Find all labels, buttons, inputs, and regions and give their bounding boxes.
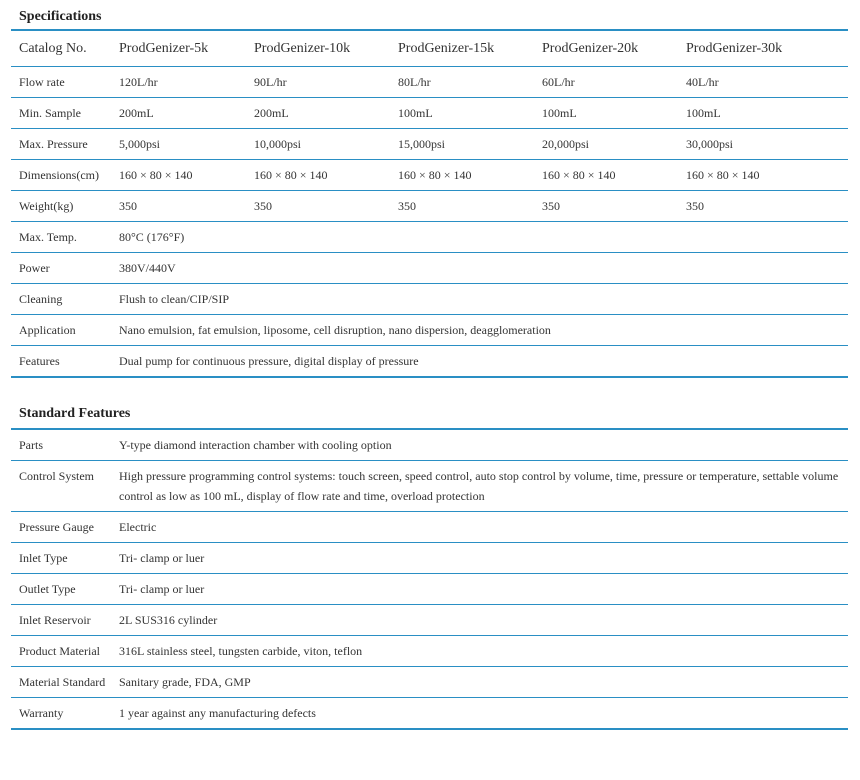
- row-value: High pressure programming control systems: touch screen, speed control, auto stop control by volume, time, pressure or temperature, settable volume control as low as 100 mL, display of flow rate and time, overload protection: [119, 469, 839, 503]
- row-value: 160 × 80 × 140: [254, 168, 328, 182]
- table-row: [11, 543, 848, 574]
- table-row: [11, 636, 848, 667]
- row-label: Inlet Reservoir: [19, 613, 91, 627]
- row-value: 200mL: [254, 106, 289, 120]
- standard-features-table: [11, 430, 848, 730]
- row-label: Inlet Type: [19, 551, 68, 565]
- row-value: 316L stainless steel, tungsten carbide, viton, teflon: [119, 644, 363, 658]
- row-value: Tri- clamp or luer: [119, 582, 205, 596]
- row-label: Max. Temp.: [19, 230, 77, 244]
- table-row: [11, 129, 848, 160]
- spec-document: [11, 0, 848, 730]
- row-value: 160 × 80 × 140: [686, 168, 760, 182]
- table-row: [11, 98, 848, 129]
- row-value: 20,000psi: [542, 137, 590, 151]
- row-label: Min. Sample: [19, 106, 81, 120]
- row-value: Tri- clamp or luer: [119, 551, 205, 565]
- row-label: Max. Pressure: [19, 137, 88, 151]
- table-row: [11, 605, 848, 636]
- row-label: Power: [19, 261, 50, 275]
- table-row: [11, 222, 848, 253]
- row-label: Application: [19, 323, 76, 337]
- row-value: 350: [119, 199, 137, 213]
- row-value: Flush to clean/CIP/SIP: [119, 292, 230, 306]
- row-value: 40L/hr: [686, 75, 719, 89]
- row-value: Electric: [119, 520, 157, 534]
- row-value: 80L/hr: [398, 75, 431, 89]
- row-label: Features: [19, 354, 60, 368]
- row-label: Material Standard: [19, 675, 106, 689]
- row-value: 80°C (176°F): [119, 230, 185, 244]
- model-header: ProdGenizer-10k: [254, 41, 351, 56]
- specifications-table: [11, 31, 848, 378]
- row-value: 60L/hr: [542, 75, 575, 89]
- row-value: 10,000psi: [254, 137, 302, 151]
- table-row: [11, 253, 848, 284]
- table-header-row: [11, 31, 848, 67]
- table-row: [11, 191, 848, 222]
- header-label: Catalog No.: [19, 41, 87, 56]
- row-value: 160 × 80 × 140: [542, 168, 616, 182]
- table-row: [11, 67, 848, 98]
- table-row: [11, 667, 848, 698]
- row-value: Nano emulsion, fat emulsion, liposome, cell disruption, nano dispersion, deagglomeration: [119, 323, 551, 337]
- row-value: 30,000psi: [686, 137, 734, 151]
- row-value: 350: [686, 199, 704, 213]
- specifications-title: Specifications: [11, 0, 848, 31]
- row-label: Cleaning: [19, 292, 63, 306]
- row-value: 120L/hr: [119, 75, 158, 89]
- table-row: [11, 160, 848, 191]
- row-value: 160 × 80 × 140: [398, 168, 472, 182]
- row-label: Flow rate: [19, 75, 65, 89]
- row-value: 350: [398, 199, 416, 213]
- model-header: ProdGenizer-30k: [686, 41, 783, 56]
- row-value: 5,000psi: [119, 137, 161, 151]
- table-row: [11, 430, 848, 461]
- table-row: [11, 315, 848, 346]
- model-header: ProdGenizer-15k: [398, 41, 495, 56]
- table-row: [11, 461, 848, 512]
- row-value: 350: [254, 199, 272, 213]
- row-value: 1 year against any manufacturing defects: [119, 706, 316, 720]
- row-label: Product Material: [19, 644, 100, 658]
- row-value: 100mL: [686, 106, 721, 120]
- row-value: 200mL: [119, 106, 154, 120]
- row-label: Weight(kg): [19, 199, 74, 213]
- row-value: Dual pump for continuous pressure, digital display of pressure: [119, 354, 419, 368]
- model-header: ProdGenizer-5k: [119, 41, 209, 56]
- standard-features-title: Standard Features: [11, 397, 848, 430]
- row-label: Warranty: [19, 706, 64, 720]
- row-label: Control System: [19, 469, 95, 483]
- row-value: 350: [542, 199, 560, 213]
- table-row: [11, 512, 848, 543]
- row-value: 15,000psi: [398, 137, 446, 151]
- row-label: Dimensions(cm): [19, 168, 99, 182]
- row-value: Sanitary grade, FDA, GMP: [119, 675, 251, 689]
- table-row: [11, 698, 848, 730]
- row-value: 100mL: [398, 106, 433, 120]
- row-value: Y-type diamond interaction chamber with cooling option: [119, 438, 392, 452]
- row-label: Parts: [19, 438, 43, 452]
- row-value: 160 × 80 × 140: [119, 168, 193, 182]
- row-label: Outlet Type: [19, 582, 76, 596]
- row-value: 90L/hr: [254, 75, 287, 89]
- row-value: 2L SUS316 cylinder: [119, 613, 218, 627]
- table-row: [11, 284, 848, 315]
- table-row: [11, 346, 848, 378]
- model-header: ProdGenizer-20k: [542, 41, 639, 56]
- row-label: Pressure Gauge: [19, 520, 94, 534]
- row-value: 380V/440V: [119, 261, 176, 275]
- row-value: 100mL: [542, 106, 577, 120]
- table-row: [11, 574, 848, 605]
